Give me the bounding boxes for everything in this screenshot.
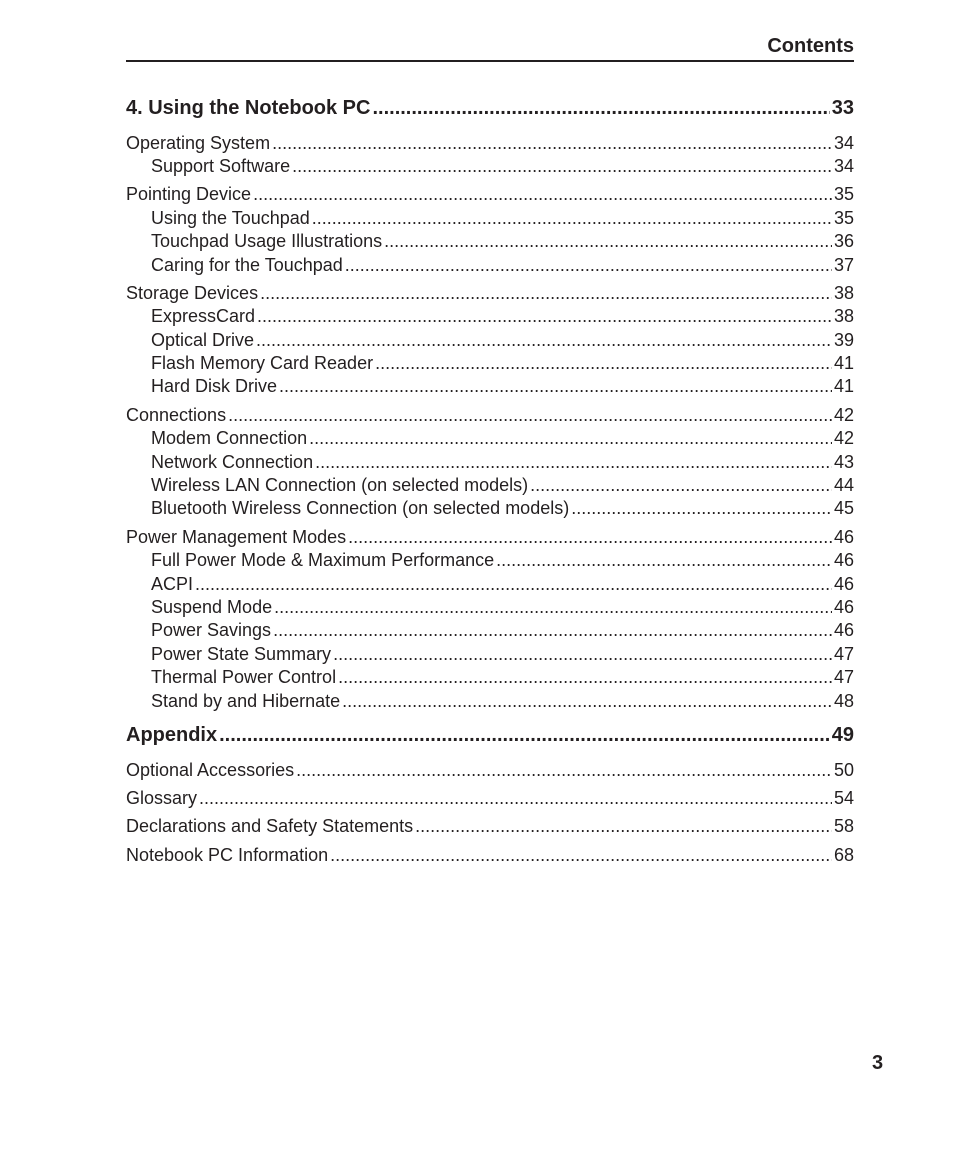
toc-entry-title: ExpressCard <box>151 306 256 326</box>
toc-entry-page: 43 <box>833 452 854 472</box>
toc-entry-title: Bluetooth Wireless Connection (on selected models) <box>151 498 570 518</box>
toc-entry-page: 68 <box>833 845 854 865</box>
toc-leader-dots <box>296 759 832 781</box>
toc-leader-dots <box>348 526 832 548</box>
page-header <box>126 34 854 62</box>
toc-entry-page: 49 <box>831 724 854 746</box>
toc-leader-dots <box>342 690 832 712</box>
toc-entry-title: Optional Accessories <box>126 760 295 780</box>
toc-entry-title: Thermal Power Control <box>151 667 337 687</box>
toc-leader-dots <box>256 329 832 351</box>
toc-entry-page: 46 <box>833 550 854 570</box>
toc-entry-title: Touchpad Usage Illustrations <box>151 231 383 251</box>
toc-leader-dots <box>260 282 832 304</box>
toc-entry-support-software[interactable] <box>151 155 854 177</box>
toc-leader-dots <box>199 787 832 809</box>
toc-entry-title: Suspend Mode <box>151 597 273 617</box>
toc-leader-dots <box>496 549 832 571</box>
toc-entry-title: Appendix <box>126 724 218 746</box>
toc-entry-title: Modem Connection <box>151 428 308 448</box>
toc-entry-title: Power Management Modes <box>126 527 347 547</box>
toc-entry-page: 36 <box>833 231 854 251</box>
toc-entry-page: 58 <box>833 816 854 836</box>
toc-entry-using-touchpad[interactable] <box>151 207 854 229</box>
toc-entry-title: Storage Devices <box>126 283 259 303</box>
toc-leader-dots <box>274 596 832 618</box>
toc-entry-acpi[interactable] <box>151 573 854 595</box>
toc-entry-wireless-lan-connection[interactable] <box>151 474 854 496</box>
toc-entry-stand-by-and-hibernate[interactable] <box>151 690 854 712</box>
toc-entry-page: 48 <box>833 691 854 711</box>
toc-entry-title: Operating System <box>126 133 271 153</box>
toc-leader-dots <box>333 643 832 665</box>
toc-entry-optical-drive[interactable] <box>151 329 854 351</box>
header-title: Contents <box>767 35 854 57</box>
toc-entry-title: Notebook PC Information <box>126 845 329 865</box>
toc-entry-page: 35 <box>833 184 854 204</box>
toc-entry-glossary[interactable] <box>126 787 854 809</box>
toc-entry-title: Wireless LAN Connection (on selected models) <box>151 475 529 495</box>
toc-entry-page: 34 <box>833 133 854 153</box>
page-number: 3 <box>872 1052 884 1074</box>
toc-entry-modem-connection[interactable] <box>151 427 854 449</box>
toc-entry-expresscard[interactable] <box>151 305 854 327</box>
toc-leader-dots <box>330 844 832 866</box>
toc-leader-dots <box>372 96 829 120</box>
toc-heading-using-notebook-pc[interactable] <box>126 96 854 120</box>
toc-leader-dots <box>375 352 832 374</box>
toc-entry-page: 44 <box>833 475 854 495</box>
toc-entry-power-savings[interactable] <box>151 619 854 641</box>
toc-entry-full-power-mode[interactable] <box>151 549 854 571</box>
toc-entry-title: Flash Memory Card Reader <box>151 353 374 373</box>
toc-entry-declarations-and-safety[interactable] <box>126 815 854 837</box>
toc-entry-bluetooth-wireless-connection[interactable] <box>151 497 854 519</box>
toc-entry-title: Pointing Device <box>126 184 252 204</box>
toc-entry-title: Full Power Mode & Maximum Performance <box>151 550 495 570</box>
toc-entry-page: 41 <box>833 376 854 396</box>
toc-entry-power-state-summary[interactable] <box>151 643 854 665</box>
toc-entry-notebook-pc-information[interactable] <box>126 844 854 866</box>
toc-entry-page: 35 <box>833 208 854 228</box>
toc-entry-page: 50 <box>833 760 854 780</box>
toc-entry-page: 54 <box>833 788 854 808</box>
toc-leader-dots <box>253 183 832 205</box>
toc-entry-title: Hard Disk Drive <box>151 376 278 396</box>
toc-leader-dots <box>338 666 832 688</box>
toc-entry-title: Network Connection <box>151 452 314 472</box>
toc-entry-page: 47 <box>833 667 854 687</box>
toc-leader-dots <box>530 474 832 496</box>
toc-entry-suspend-mode[interactable] <box>151 596 854 618</box>
toc-entry-connections[interactable] <box>126 404 854 426</box>
toc-entry-title: Power State Summary <box>151 644 332 664</box>
toc-entry-page: 42 <box>833 428 854 448</box>
toc-entry-page: 46 <box>833 620 854 640</box>
toc-entry-title: Stand by and Hibernate <box>151 691 341 711</box>
toc-leader-dots <box>219 723 830 747</box>
toc-entry-page: 45 <box>833 498 854 518</box>
toc-entry-title: Declarations and Safety Statements <box>126 816 414 836</box>
toc-entry-caring-for-touchpad[interactable] <box>151 254 854 276</box>
toc-leader-dots <box>257 305 832 327</box>
toc-entry-page: 33 <box>831 97 854 119</box>
toc-leader-dots <box>415 815 832 837</box>
toc-entry-page: 37 <box>833 255 854 275</box>
toc-leader-dots <box>292 155 832 177</box>
toc-entry-page: 38 <box>833 283 854 303</box>
toc-entry-title: Optical Drive <box>151 330 255 350</box>
toc-entry-flash-memory-card-reader[interactable] <box>151 352 854 374</box>
toc-entry-title: Connections <box>126 405 227 425</box>
toc-leader-dots <box>228 404 832 426</box>
toc-entry-page: 47 <box>833 644 854 664</box>
toc-leader-dots <box>571 497 832 519</box>
toc-entry-title: 4. Using the Notebook PC <box>126 97 371 119</box>
toc-entry-pointing-device[interactable] <box>126 183 854 205</box>
toc-leader-dots <box>309 427 832 449</box>
toc-entry-page: 39 <box>833 330 854 350</box>
toc-entry-page: 46 <box>833 597 854 617</box>
toc-entry-page: 38 <box>833 306 854 326</box>
toc-entry-operating-system[interactable] <box>126 132 854 154</box>
toc-leader-dots <box>345 254 832 276</box>
toc-leader-dots <box>315 451 832 473</box>
toc-leader-dots <box>273 619 832 641</box>
toc-entry-title: ACPI <box>151 574 194 594</box>
toc-entry-title: Glossary <box>126 788 198 808</box>
toc-entry-page: 34 <box>833 156 854 176</box>
toc-entry-network-connection[interactable] <box>151 451 854 473</box>
toc-entry-title: Power Savings <box>151 620 272 640</box>
toc-entry-title: Support Software <box>151 156 291 176</box>
toc-entry-page: 46 <box>833 527 854 547</box>
toc-entry-power-management-modes[interactable] <box>126 526 854 548</box>
toc-heading-appendix[interactable] <box>126 723 854 747</box>
toc-entry-title: Caring for the Touchpad <box>151 255 343 275</box>
toc-leader-dots <box>312 207 832 229</box>
toc-leader-dots <box>272 132 832 154</box>
toc-leader-dots <box>195 573 832 595</box>
toc-entry-storage-devices[interactable] <box>126 282 854 304</box>
toc-entry-thermal-power-control[interactable] <box>151 666 854 688</box>
toc-leader-dots <box>384 230 832 252</box>
toc-entry-optional-accessories[interactable] <box>126 759 854 781</box>
toc-entry-title: Using the Touchpad <box>151 208 310 228</box>
toc-entry-page: 46 <box>833 574 854 594</box>
toc-leader-dots <box>279 375 832 397</box>
toc-entry-touchpad-usage-illustrations[interactable] <box>151 230 854 252</box>
toc-entry-page: 41 <box>833 353 854 373</box>
toc-entry-page: 42 <box>833 405 854 425</box>
toc-entry-hard-disk-drive[interactable] <box>151 375 854 397</box>
